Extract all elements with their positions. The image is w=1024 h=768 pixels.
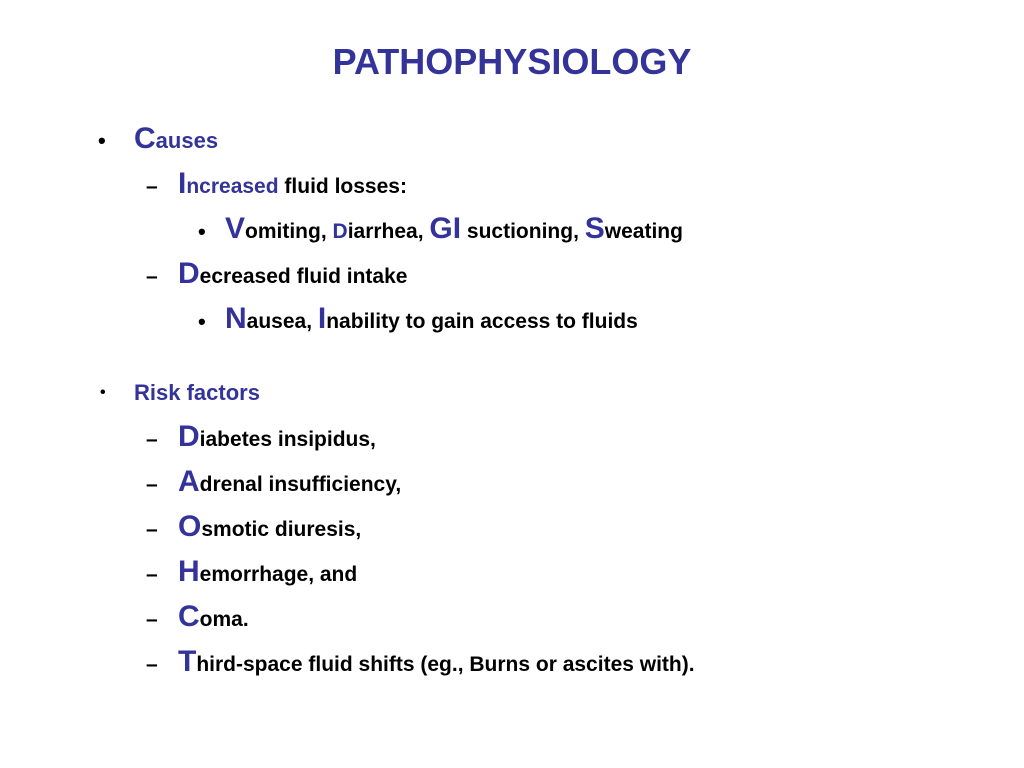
- dash-risk-coma: –: [146, 608, 158, 631]
- increased-line: [178, 167, 407, 201]
- losses-list: [225, 212, 683, 246]
- risk-item-text: oma.: [199, 608, 249, 631]
- decreased-initial: D: [178, 257, 200, 290]
- risk-item-initial: O: [178, 510, 202, 543]
- dash-risk-adrenal-insufficiency: –: [146, 473, 158, 496]
- risk-item-initial: D: [178, 420, 200, 453]
- inability-rest: nability to gain access to fluids: [326, 310, 638, 333]
- decreased-rest: ecreased fluid intake: [199, 265, 408, 288]
- sub-bullet-losses: •: [198, 219, 206, 244]
- risk-item-text: hird-space fluid shifts (eg., Burns or ascites with).: [196, 653, 695, 676]
- diarrhea-initial: D: [332, 220, 348, 243]
- dash-risk-diabetes-insipidus: –: [146, 428, 158, 451]
- dash-risk-third-space-shifts: –: [146, 653, 158, 676]
- risk-item-initial: C: [178, 600, 200, 633]
- diarrhea-rest: iarrhea,: [347, 220, 430, 243]
- sweating-initial: S: [584, 212, 605, 245]
- increased-blue-rest: ncreased: [186, 175, 279, 198]
- sweating-rest: weating: [604, 220, 683, 243]
- increased-rest: fluid losses:: [278, 175, 407, 198]
- bullet-risk: •: [100, 384, 106, 401]
- risk-item-text: drenal insufficiency,: [199, 473, 402, 496]
- risk-item-diabetes-insipidus: [178, 420, 376, 454]
- risk-item-third-space-shifts: [178, 645, 695, 679]
- risk-item-text: smotic diuresis,: [201, 518, 362, 541]
- gi-rest: suctioning,: [461, 220, 585, 243]
- nausea-rest: ausea,: [246, 310, 318, 333]
- gi-initial: GI: [429, 212, 462, 245]
- vomiting-rest: omiting,: [245, 220, 333, 243]
- risk-item-coma: [178, 600, 249, 634]
- risk-item-hemorrhage: [178, 555, 357, 589]
- nausea-initial: N: [225, 302, 247, 335]
- dash-risk-hemorrhage: –: [146, 563, 158, 586]
- risk-item-initial: A: [178, 465, 200, 498]
- sub-bullet-intake: •: [198, 309, 206, 334]
- increased-initial: I: [178, 167, 187, 200]
- inability-initial: I: [317, 302, 327, 335]
- vomiting-initial: V: [225, 212, 246, 245]
- causes-heading: [134, 122, 218, 156]
- risk-item-initial: T: [178, 645, 197, 678]
- intake-list: [225, 302, 638, 336]
- risk-item-text: iabetes insipidus,: [199, 428, 376, 451]
- risk-item-adrenal-insufficiency: [178, 465, 401, 499]
- risk-item-text: emorrhage, and: [199, 563, 358, 586]
- bullet-causes: •: [98, 128, 106, 153]
- causes-initial: C: [134, 122, 156, 155]
- dash-risk-osmotic-diuresis: –: [146, 518, 158, 541]
- risk-item-osmotic-diuresis: [178, 510, 361, 544]
- risk-heading: Risk factors: [134, 380, 260, 405]
- dash-decreased: –: [146, 265, 158, 288]
- risk-item-initial: H: [178, 555, 200, 588]
- slide-title: PATHOPHYSIOLOGY: [332, 41, 692, 82]
- causes-rest: auses: [155, 128, 219, 153]
- decreased-line: [178, 257, 407, 291]
- dash-increased: –: [146, 175, 158, 198]
